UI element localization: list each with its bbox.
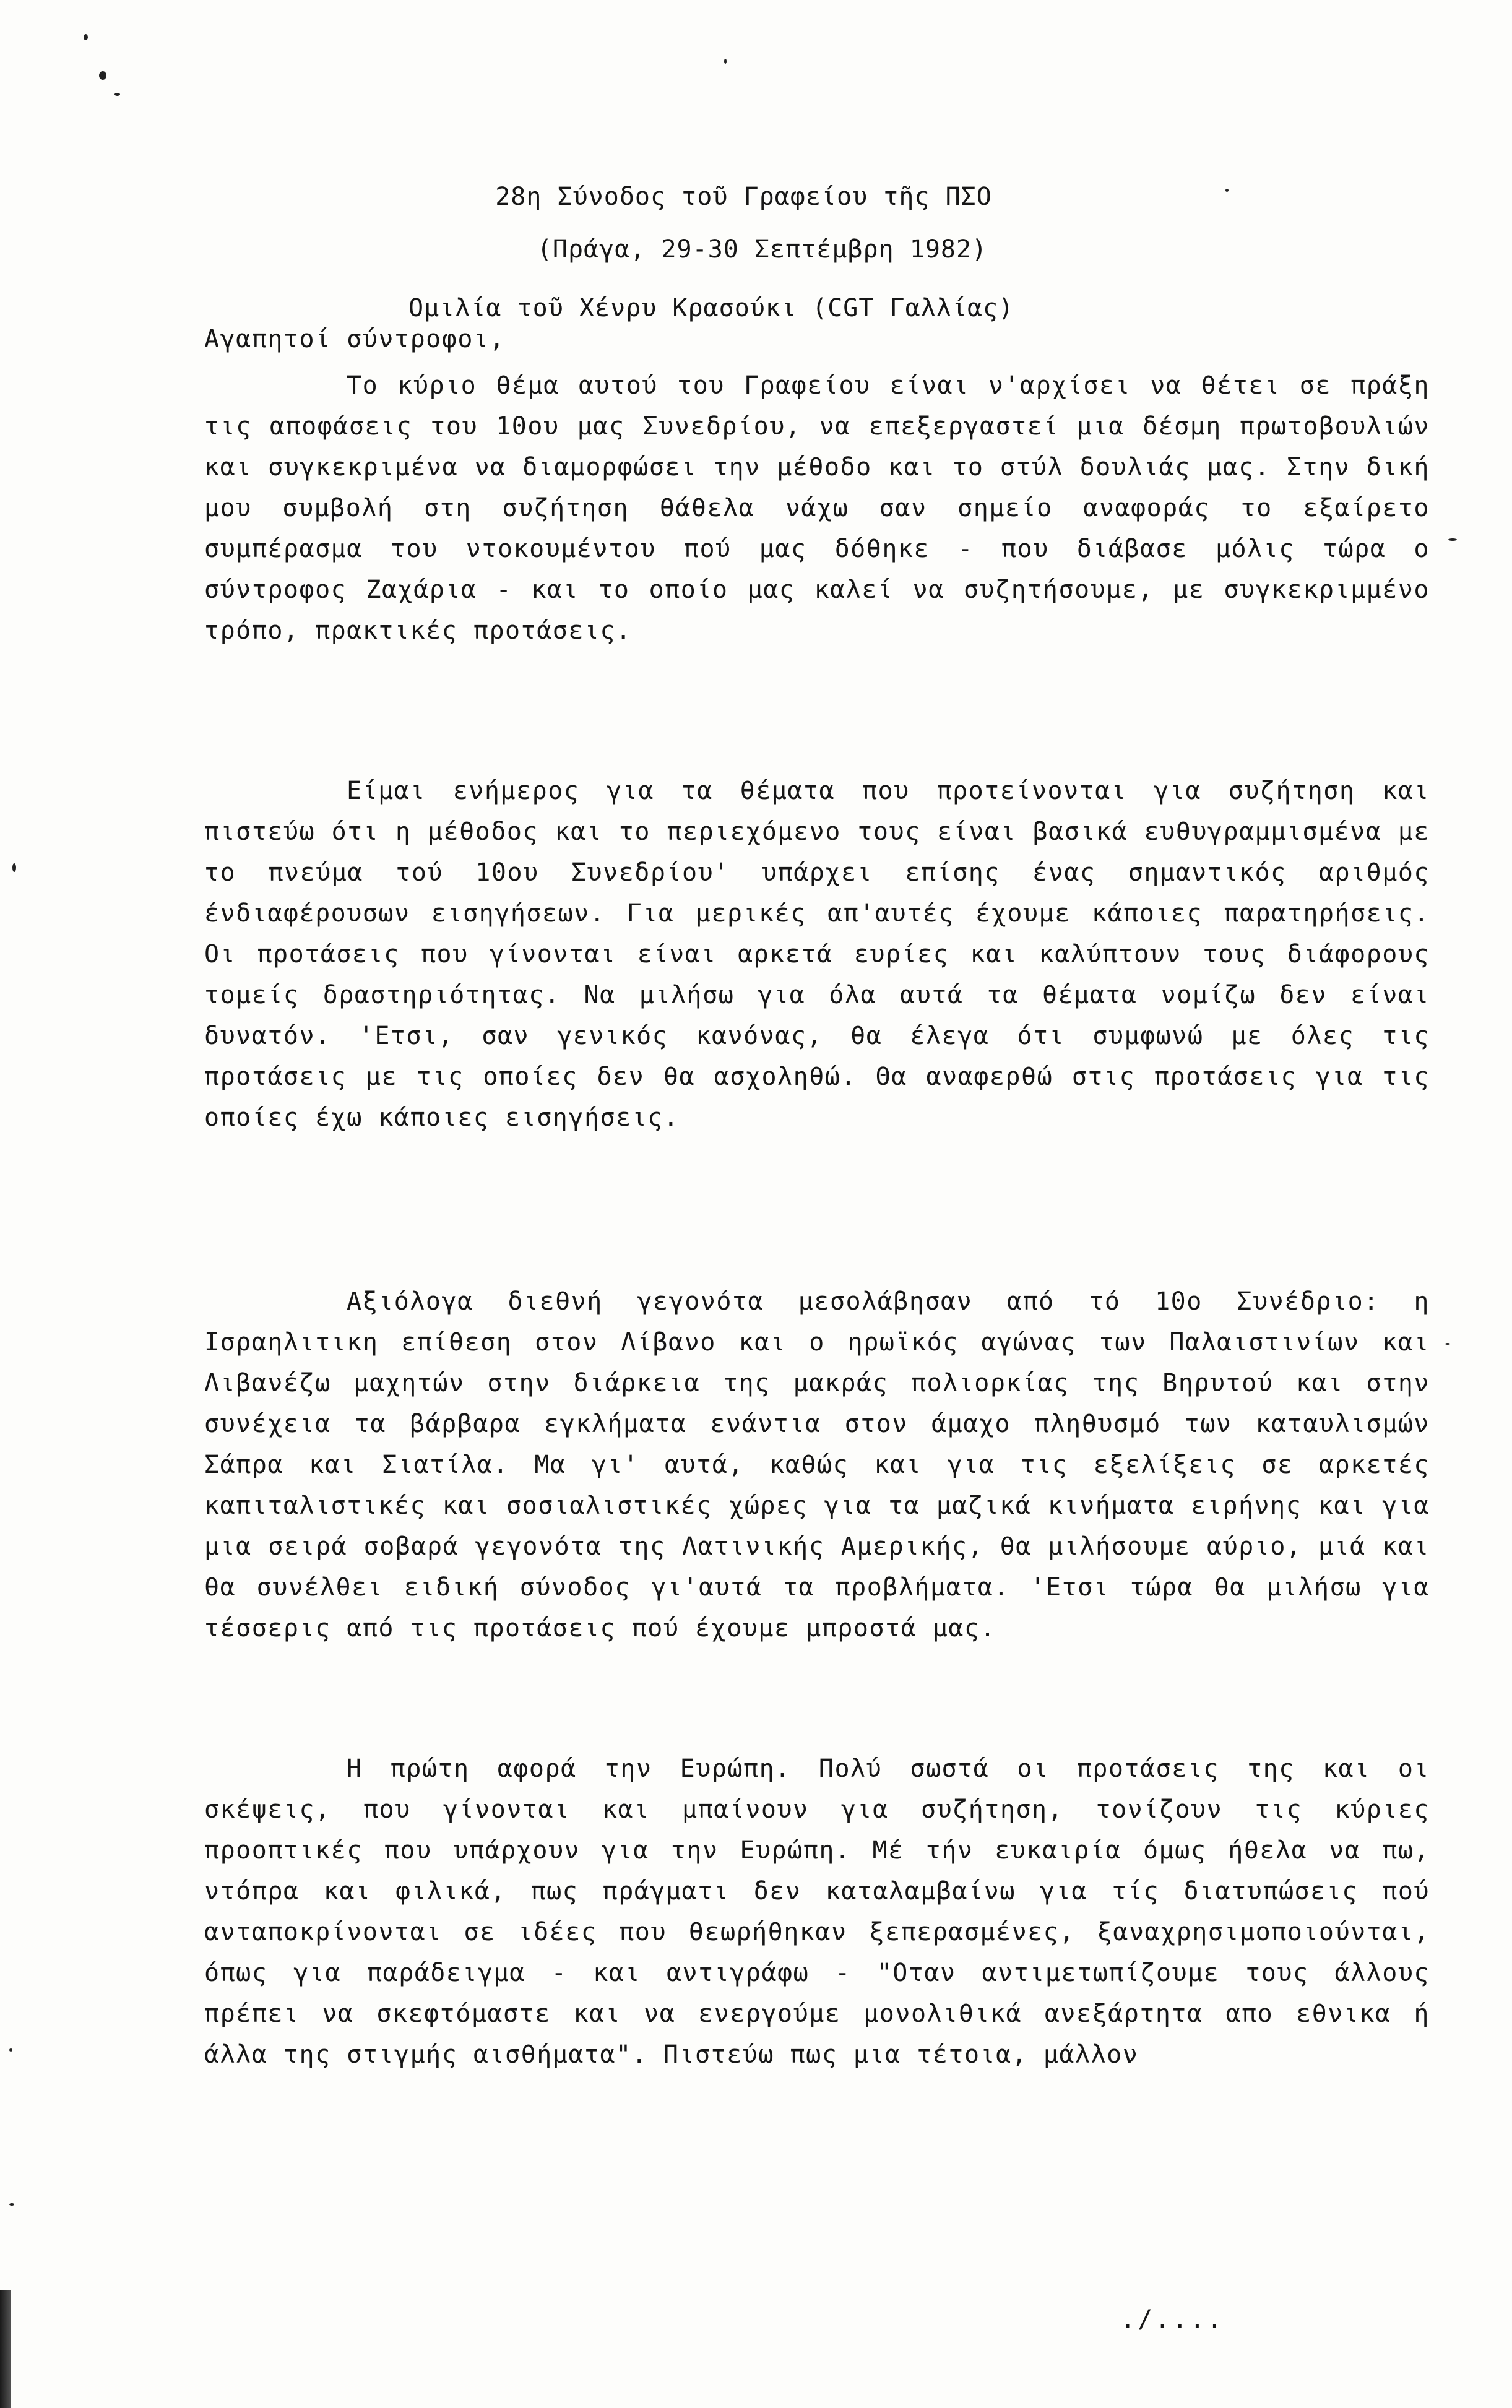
paragraph-4 bbox=[204, 1748, 1430, 2075]
meeting-title: 28η Σύνοδος τοῦ Γραφείου τῆς ΠΣΟ bbox=[495, 183, 992, 211]
continuation-mark: ./.... bbox=[1120, 2305, 1225, 2334]
paragraph-1 bbox=[204, 365, 1430, 651]
salutation: Αγαπητοί σύντροφοι, bbox=[204, 325, 506, 353]
paragraph-text: Αξιόλογα διεθνή γεγονότα μεσολάβησαν από τό 10ο Συνέδριο: η Ισραηλιτικη επίθεση στον Λίβανο και ο ηρωϊκός αγώνας των Παλαιστινίων και Λιβανέζω μαχητών στην διάρκεια της μακράς πολιορκίας της Βηρυτού και στην συνέχεια τα βάρβαρα εγκλήματα ενάντια στον άμαχο πληθυσμό των καταυλισμών Σάπρα και Σιατίλα. Μα γι' αυτά, καθώς και για τις εξελίξεις σε αρκετές καπιταλιστικές και σοσιαλιστικές χώρες για τα μαζικά κινήματα ειρήνης και για μια σειρά σοβαρά γεγονότα της Λατινικής Αμερικής, θα μιλήσουμε αύριο, μιά και θα συνέλθει ειδική σύνοδος γι'αυτά τα προβλήματα. 'Ετσι τώρα θα μιλήσω για τέσσερις από τις προτάσεις πού έχουμε μπροστά μας. bbox=[204, 1287, 1430, 1642]
scan-speck bbox=[84, 34, 88, 40]
scan-speck bbox=[1448, 538, 1457, 541]
speech-title: Ομιλία τοῦ Χένρυ Κρασούκι (CGT Γαλλίας) bbox=[408, 294, 1014, 322]
paragraph-2 bbox=[204, 770, 1430, 1138]
scan-edge-shadow bbox=[0, 2290, 11, 2408]
scan-speck bbox=[114, 93, 120, 96]
scan-speck bbox=[1445, 1343, 1450, 1345]
scan-speck bbox=[9, 2048, 12, 2052]
scan-speck bbox=[1225, 189, 1229, 192]
paragraph-3 bbox=[204, 1281, 1430, 1649]
paragraph-text: Είμαι ενήμερος για τα θέματα που προτείνονται για συζήτηση και πιστεύω ότι η μέθοδος και το περιεχόμενο τους είναι βασικά ευθυγραμμισμένα με το πνεύμα τού 10ου Συνεδρίου' υπάρχει επίσης ένας σημαντικός αριθμός ένδιαφέρουσων εισηγήσεων. Για μερικές απ'αυτές έχουμε κάποιες παρατηρήσεις. Οι προτάσεις που γίνονται είναι αρκετά ευρίες και καλύπτουν τους διάφορους τομείς δραστηριότητας. Να μιλήσω για όλα αυτά τα θέματα νομίζω δεν είναι δυνατόν. 'Ετσι, σαν γενικός κανόνας, θα έλεγα ότι συμφωνώ με όλες τις προτάσεις με τις οποίες δεν θα ασχοληθώ. Θα αναφερθώ στις προτάσεις για τις οποίες έχω κάποιες εισηγήσεις. bbox=[204, 777, 1430, 1132]
meeting-place-date: (Πράγα, 29-30 Σεπτέμβρη 1982) bbox=[537, 235, 988, 264]
scan-speck bbox=[724, 59, 727, 64]
scan-speck bbox=[9, 2203, 14, 2206]
paragraph-text: Το κύριο θέμα αυτού του Γραφείου είναι ν'αρχίσει να θέτει σε πράξη τις αποφάσεις του 10ου μας Συνεδρίου, να επεξεργαστεί μια δέσμη πρωτοβουλιών και συγκεκριμένα να διαμορφώσει την μέθοδο και το στύλ δουλιάς μας. Στην δική μου συμβολή στη συζήτηση θάθελα νάχω σαν σημείο αναφοράς το εξαίρετο συμπέρασμα του ντοκουμέντου πού μας δόθηκε - που διάβασε μόλις τώρα ο σύντροφος Ζαχάρια - και το οποίο μας καλεί να συζητήσουμε, με συγκεκριμμένο τρόπο, πρακτικές προτάσεις. bbox=[204, 371, 1430, 645]
scan-speck bbox=[12, 863, 16, 872]
paragraph-text: Η πρώτη αφορά την Ευρώπη. Πολύ σωστά οι προτάσεις της και οι σκέψεις, που γίνονται και μπαίνουν για συζήτηση, τονίζουν τις κύριες προοπτικές που υπάρχουν για την Ευρώπη. Μέ τήν ευκαιρία όμως ήθελα να πω, ντόπρα και φιλικά, πως πράγματι δεν καταλαμβαίνω για τίς διατυπώσεις πού ανταποκρίνονται σε ιδέες που θεωρήθηκαν ξεπερασμένες, ξαναχρησιμοποιούνται, όπως για παράδειγμα - και αντιγράφω - "Οταν αντιμετωπίζουμε τους άλλους πρέπει να σκεφτόμαστε και να ενεργούμε μονολιθικά ανεξάρτητα απο εθνικα ή άλλα της στιγμής αισθήματα". Πιστεύω πως μια τέτοια, μάλλον bbox=[204, 1754, 1430, 2069]
scan-speck bbox=[99, 71, 106, 80]
